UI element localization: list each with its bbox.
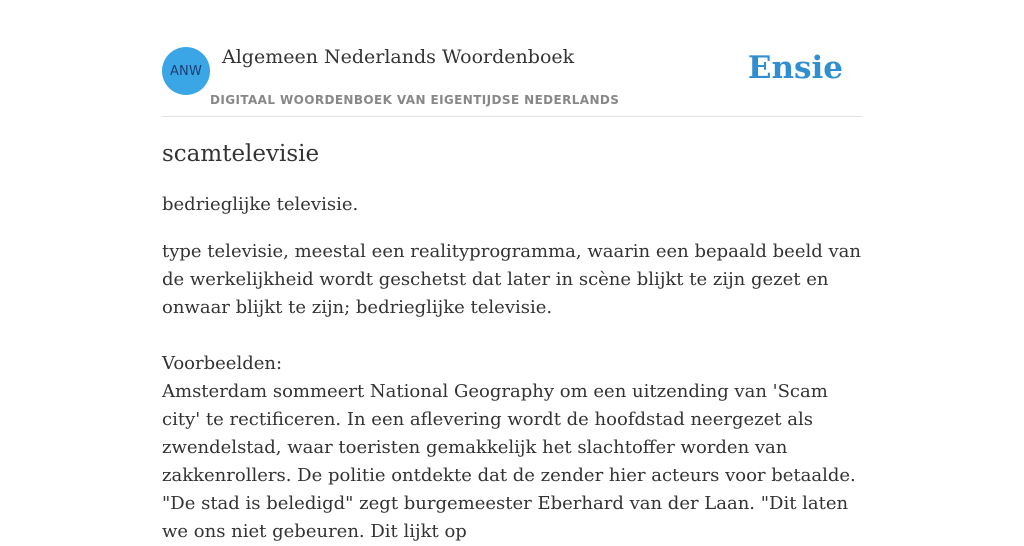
examples-label: Voorbeelden: [162,353,283,374]
short-definition: bedrieglijke televisie. [162,194,359,215]
example-text: Amsterdam sommeert National Geography om een uitzending van 'Scam city' te rectificeren. In een aflevering wordt de hoofdstad neergezet als zwendelstad, waar toeristen gemakkelijk het slachtoffer worden van zakkenrollers. De politie ontdekte dat de zender hier acteurs voor betaalde. "De stad is beledigd" zegt burgemeester Eberhard van der Laan. "Dit laten we ons niet gebeuren. Dit lijkt op [162,381,856,542]
site-title[interactable]: Algemeen Nederlands Woordenboek [222,46,575,68]
site-header [162,40,862,117]
ensie-brand-link[interactable]: Ensie [747,50,843,86]
logo-text: ANW [169,63,203,79]
long-definition: type televisie, meestal een realityprogramma, waarin een bepaald beeld van de werkelijkheid wordt geschetst dat later in scène blijkt te zijn gezet en onwaar blijkt te zijn; bedrieglijke televisie. [162,241,861,318]
site-tagline: DIGITAAL WOORDENBOEK VAN EIGENTIJDSE NEDERLANDS [210,93,620,107]
anw-logo[interactable] [162,47,210,95]
entry-content [162,138,862,546]
entry-word: scamtelevisie [162,141,320,167]
